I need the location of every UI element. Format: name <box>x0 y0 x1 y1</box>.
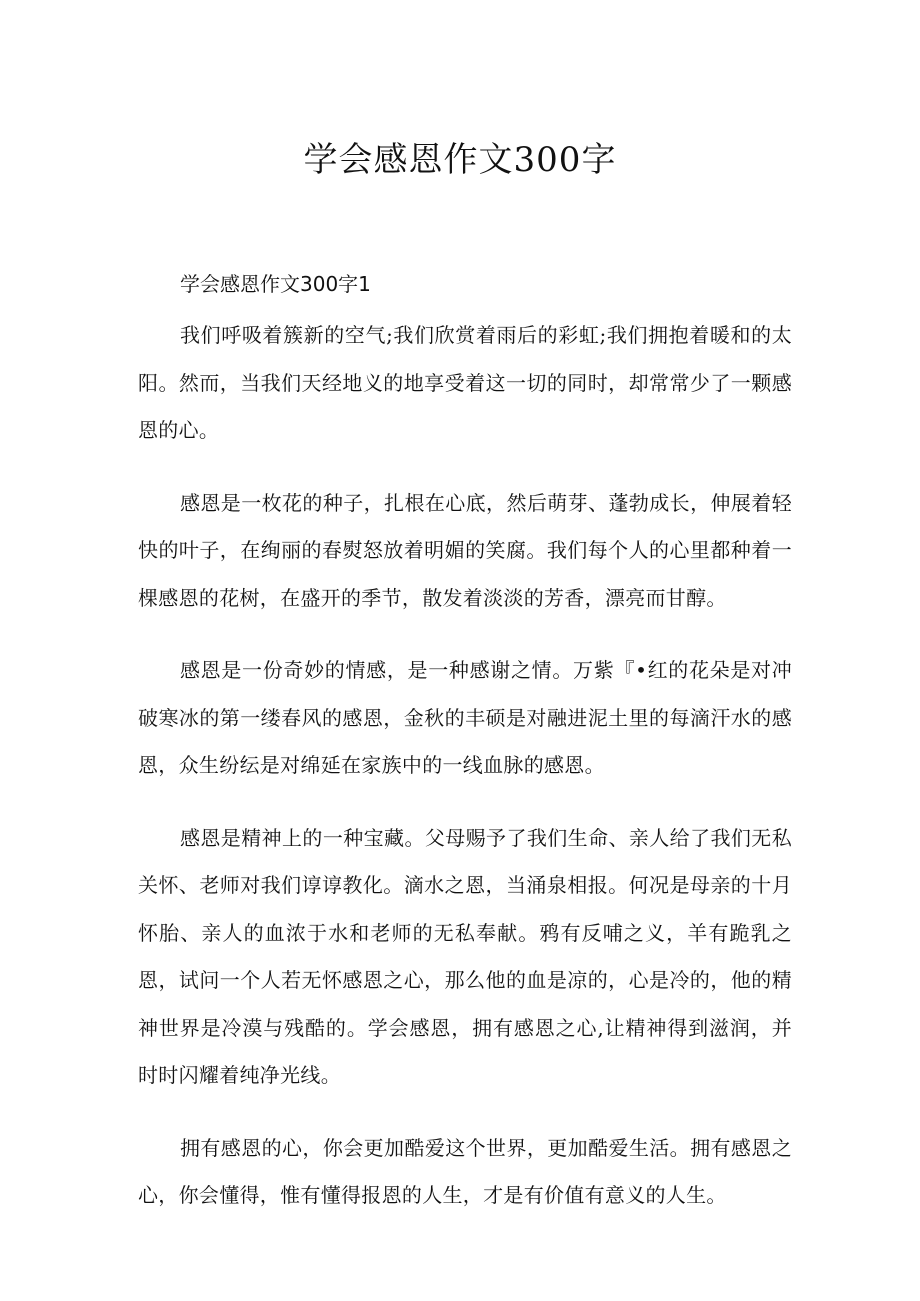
paragraph-4: 感恩是精神上的一种宝藏。父母赐予了我们生命、亲人给了我们无私关怀、老师对我们谆谆教化。滴水之恩，当涌泉相报。何况是母亲的十月怀胎、亲人的血浓于水和老师的无私奉献。鸦有反哺之义，羊有跪乳之恩，试问一个人若无怀感恩之心，那么他的血是凉的，心是冷的，他的精神世界是冷漠与残酷的。学会感恩，拥有感恩之心,让精神得到滋润，并时时闪耀着纯净光线。 <box>138 825 792 1087</box>
section-heading: 学会感恩作文300字1 <box>180 272 371 296</box>
document-body <box>138 312 792 1245</box>
document-title: 学会感恩作文300字 <box>303 140 617 180</box>
paragraph-2: 感恩是一枚花的种子，扎根在心底，然后萌芽、蓬勃成长，伸展着轻快的叶子，在绚丽的春熨怒放着明媚的笑腐。我们每个人的心里都种着一棵感恩的花树，在盛开的季节，散发着淡淡的芳香，漂亮而甘醇。 <box>138 490 792 610</box>
paragraph-1: 我们呼吸着簇新的空气;我们欣赏着雨后的彩虹;我们拥抱着暖和的太阳。然而，当我们天经地义的地享受着这一切的同时，却常常少了一颗感恩的心。 <box>138 323 792 442</box>
paragraph-3: 感恩是一份奇妙的情感，是一种感谢之情。万紫『•红的花朵是对冲破寒冰的第一缕春风的感恩，金秋的丰硕是对融进泥土里的每滴汗水的感恩，众生纷纭是对绵延在家族中的一线血脉的感恩。 <box>138 658 792 777</box>
paragraph-5: 拥有感恩的心，你会更加酷爱这个世界，更加酷爱生活。拥有感恩之心，你会懂得，惟有懂得报恩的人生，才是有价值有意义的人生。 <box>138 1135 792 1207</box>
